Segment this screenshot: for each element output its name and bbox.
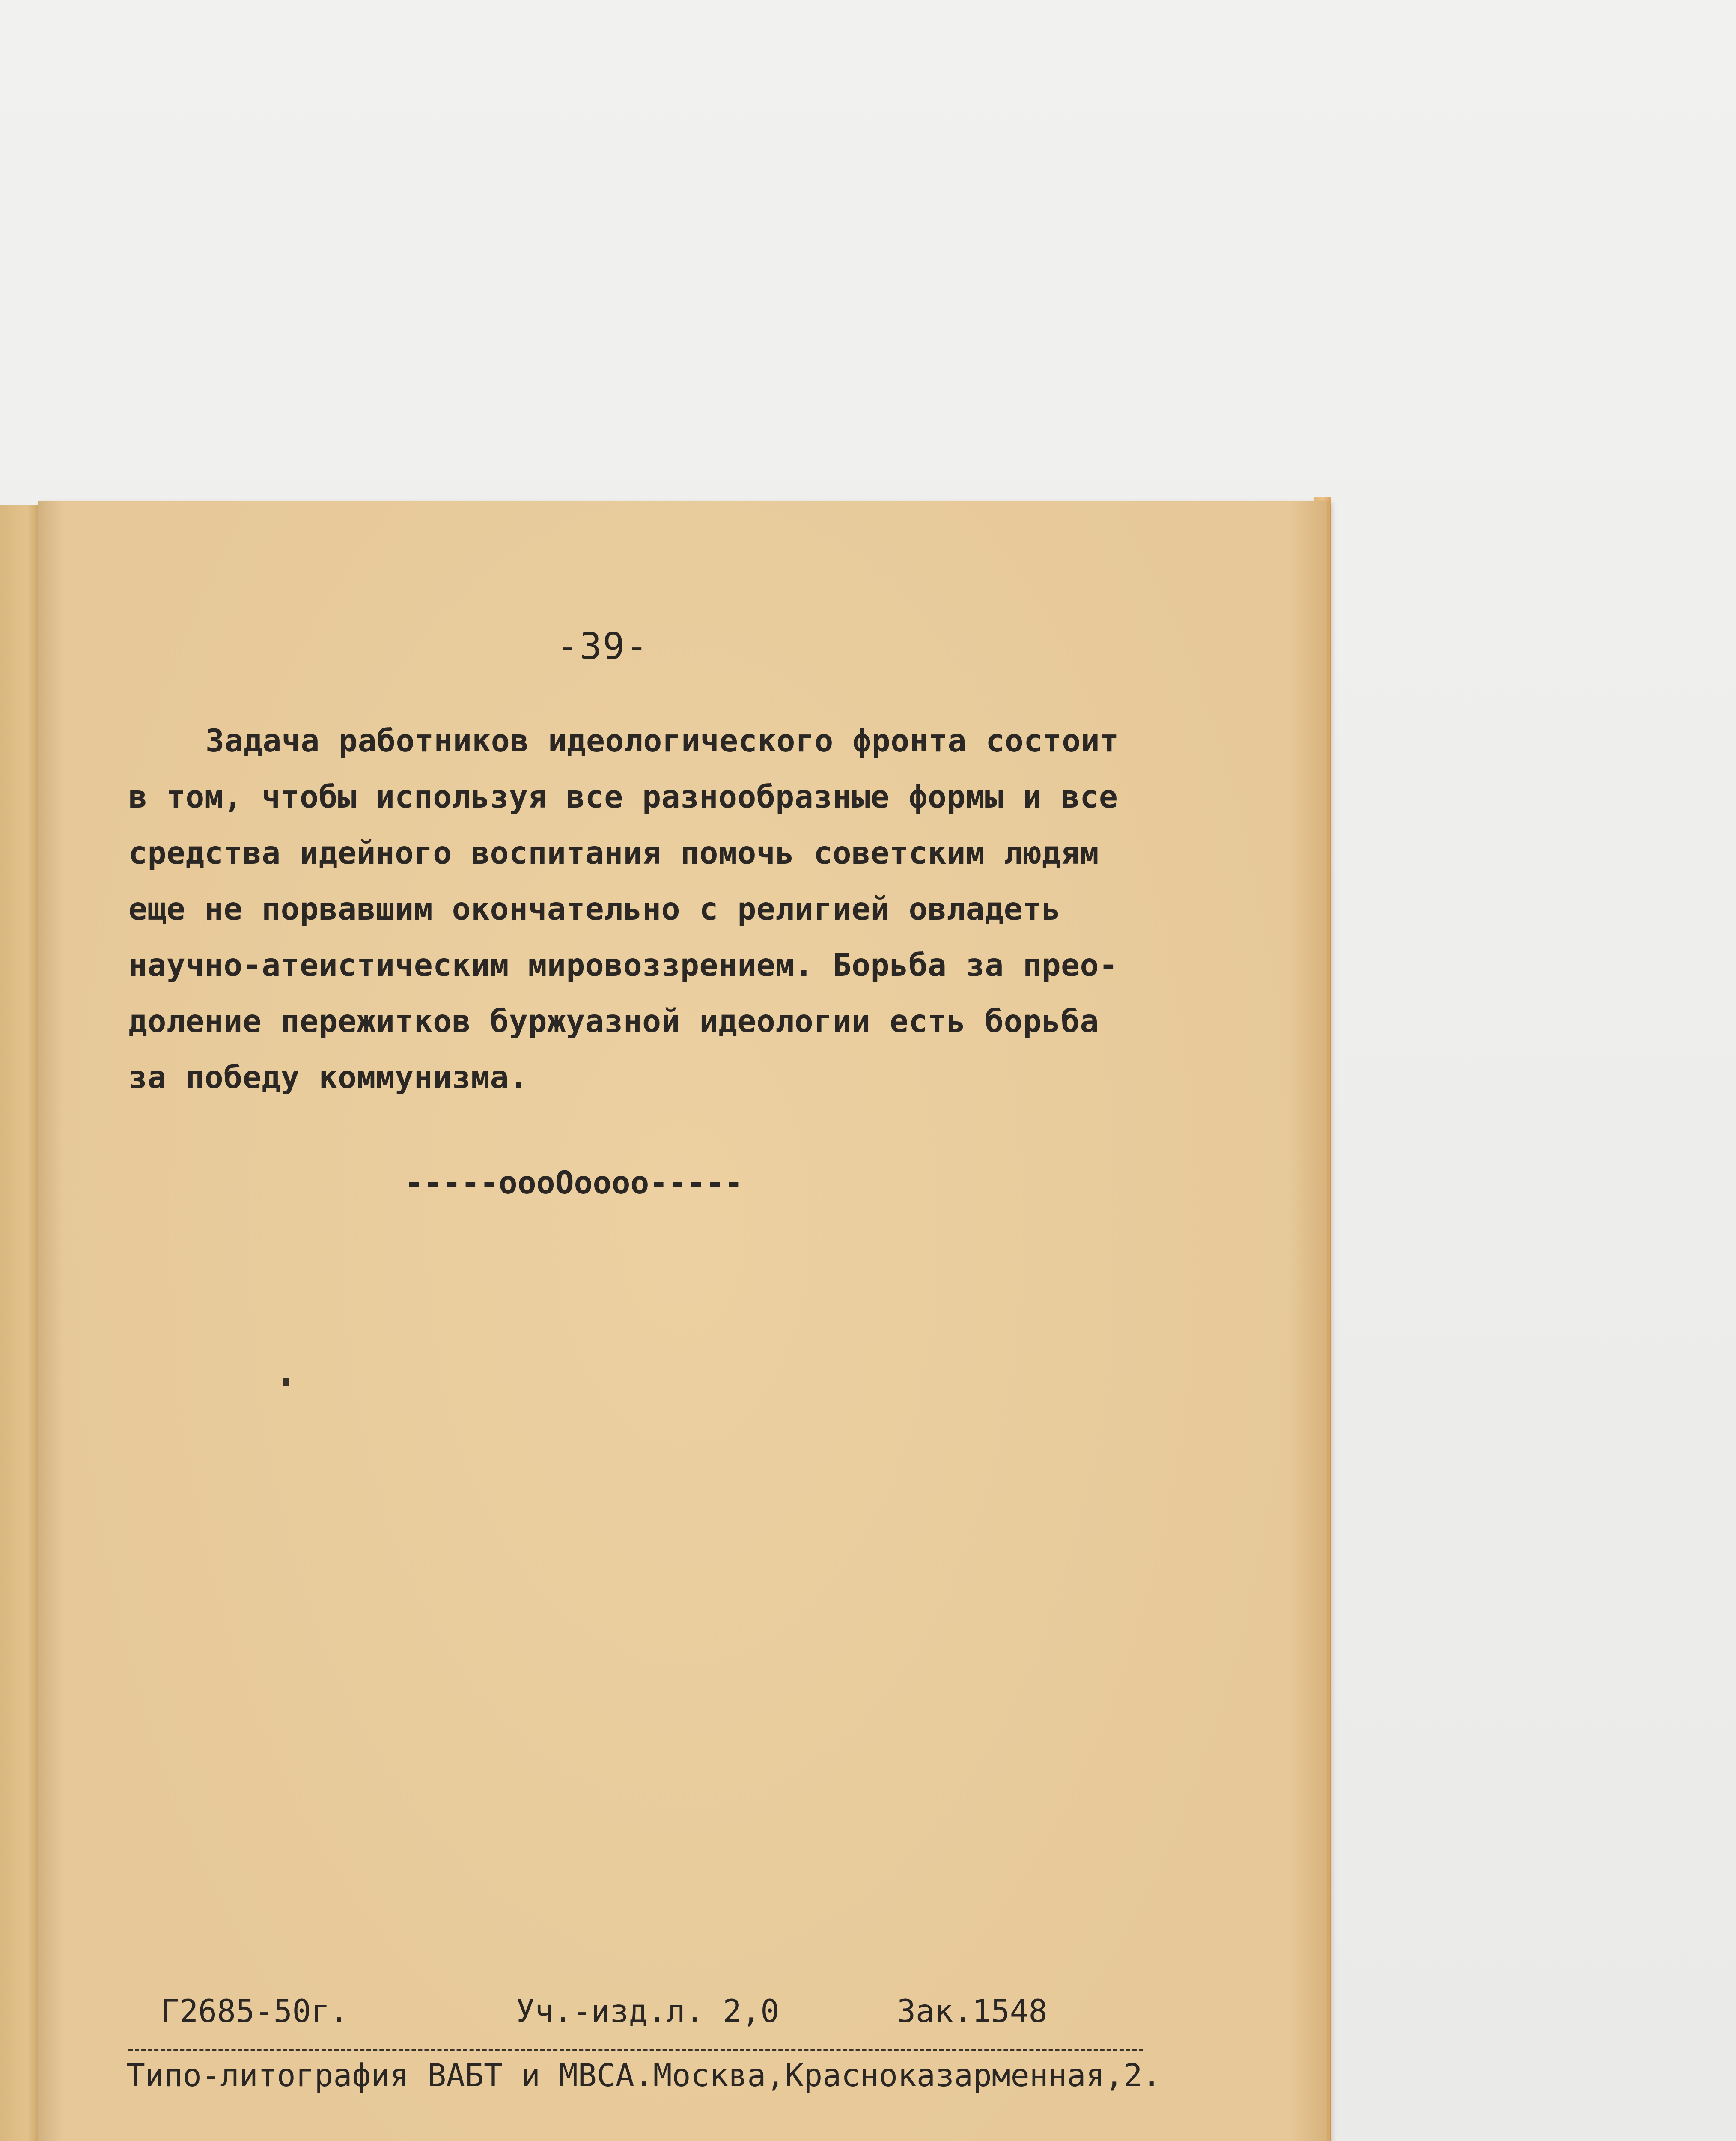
body-paragraph [128,713,1177,1106]
body-line: в том, чтобы используя все разнообразные формы и все [128,779,1118,815]
body-line: еще не порвавшим окончательно с религией овладеть [128,891,1061,927]
body-line: средства идейного воспитания помочь советским людям [128,835,1099,871]
facing-page-edge [0,505,40,2141]
printer-imprint: Типо-литография ВАБТ и МВСА.Москва,Красноказарменная,2. [126,2058,1161,2094]
body-line: доление пережитков буржуазной идеологии есть борьба [128,1003,1099,1040]
ink-speck [283,1378,289,1386]
imprint-code: Г2685-50г. [161,1993,349,2030]
page-number: -39- [557,625,649,668]
imprint-order: Зак.1548 [897,1993,1048,2030]
body-line: научно-атеистическим мировоззрением. Борьба за прео- [128,947,1118,984]
body-line: за победу коммунизма. [128,1059,528,1096]
body-line: Задача работников идеологического фронта состоит [205,723,1119,759]
imprint-divider [128,2049,1143,2051]
section-separator: -----оооОоооо----- [405,1165,744,1201]
imprint-sheets: Уч.-изд.л. 2,0 [516,1993,780,2030]
